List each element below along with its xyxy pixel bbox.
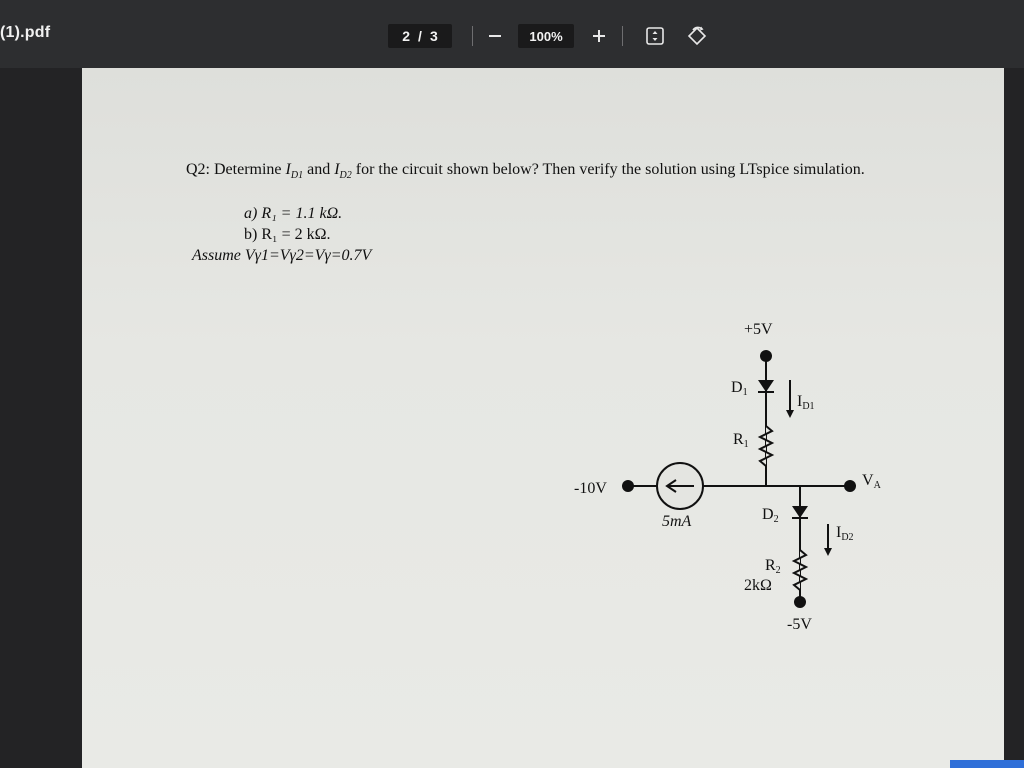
plus5v-label: +5V bbox=[744, 321, 773, 338]
va-label: VA bbox=[862, 472, 881, 491]
id1-current-label: ID1 bbox=[797, 393, 815, 412]
id2-current-label: ID2 bbox=[836, 524, 854, 543]
minus10v-label: -10V bbox=[574, 480, 607, 497]
question-prefix: Q2: Determine bbox=[186, 161, 286, 178]
id2-label: $I_{D2}$ bbox=[334, 161, 352, 182]
r2-value-label: 2kΩ bbox=[744, 577, 772, 594]
current-source-label: 5mA bbox=[662, 513, 692, 530]
question-and: and bbox=[303, 161, 335, 178]
minus5v-label: -5V bbox=[787, 616, 812, 633]
d2-label: D2 bbox=[762, 506, 779, 525]
id1-label: $I_{D1}$ bbox=[285, 161, 304, 182]
current-page[interactable]: 2 bbox=[402, 28, 411, 44]
d1-label: D1 bbox=[731, 379, 748, 398]
total-pages: 3 bbox=[429, 28, 438, 44]
question-suffix: for the circuit shown below? Then verify the solution using LTspice simulation. bbox=[351, 161, 865, 178]
part-a-text: a) R₁ = 1.1 kΩ. bbox=[244, 205, 343, 222]
r2-label: R2 bbox=[765, 557, 781, 576]
bottom-status-badge bbox=[950, 760, 1024, 768]
assumption-text: Assume Vγ1=Vγ2=Vγ=0.7V bbox=[192, 247, 372, 264]
part-b-text: b) R₁ = 2 kΩ. bbox=[244, 226, 331, 243]
zoom-level[interactable]: 100% bbox=[518, 24, 574, 48]
file-title: (1).pdf bbox=[0, 24, 51, 41]
page-separator: / bbox=[418, 28, 422, 44]
r1-label: R1 bbox=[733, 431, 749, 450]
